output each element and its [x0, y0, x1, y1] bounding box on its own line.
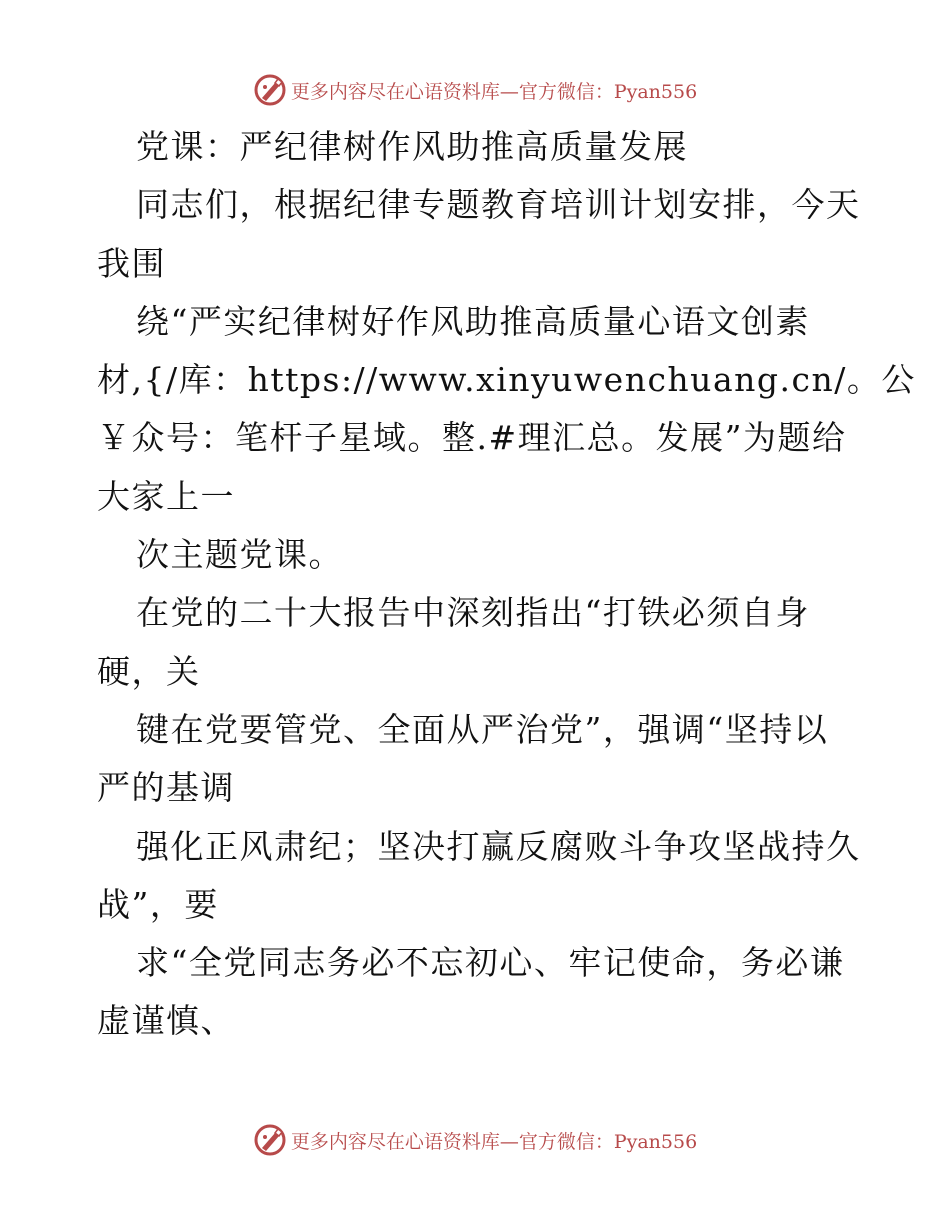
watermark-text: 更多内容尽在心语资料库—官方微信：Pyan556	[290, 1130, 698, 1153]
header-watermark	[0, 70, 950, 110]
paragraph-line: 求“全党同志务必不忘初心、牢记使命，务必谦	[136, 943, 845, 983]
paragraph-line: 键在党要管党、全面从严治党”，强调“坚持以	[136, 709, 829, 749]
paragraph-line: 材,{/库：https://www.xinyuwenchuang.cn/。公	[97, 360, 916, 400]
paragraph-line: 次主题党课。	[136, 535, 343, 575]
paragraph-line: 同志们，根据纪律专题教育培训计划安排，今天	[136, 185, 861, 225]
paragraph-line: 强化正风肃纪；坚决打赢反腐败斗争攻坚战持久	[136, 826, 861, 866]
pen-logo-icon	[253, 73, 287, 107]
paragraph-line: 在党的二十大报告中深刻指出“打铁必须自身	[136, 593, 810, 633]
watermark-text: 更多内容尽在心语资料库—官方微信：Pyan556	[290, 80, 698, 103]
paragraph-line: 虚谨慎、	[97, 1001, 235, 1041]
document-title: 党课：严纪律树作风助推高质量发展	[136, 127, 688, 166]
paragraph-line: 严的基调	[97, 768, 235, 808]
pen-logo-icon	[253, 1123, 287, 1157]
document-body	[97, 118, 916, 1051]
paragraph-line: ￥众号：笔杆子星域。整.#理汇总。发展”为题给	[97, 418, 847, 458]
footer-watermark	[0, 1120, 950, 1160]
paragraph-line: 绕“严实纪律树好作风助推高质量心语文创素	[136, 301, 810, 341]
paragraph-line: 硬，关	[97, 651, 201, 691]
paragraph-line: 战”，要	[97, 884, 219, 924]
paragraph-line: 我围	[97, 243, 166, 283]
paragraph-line: 大家上一	[97, 476, 235, 516]
